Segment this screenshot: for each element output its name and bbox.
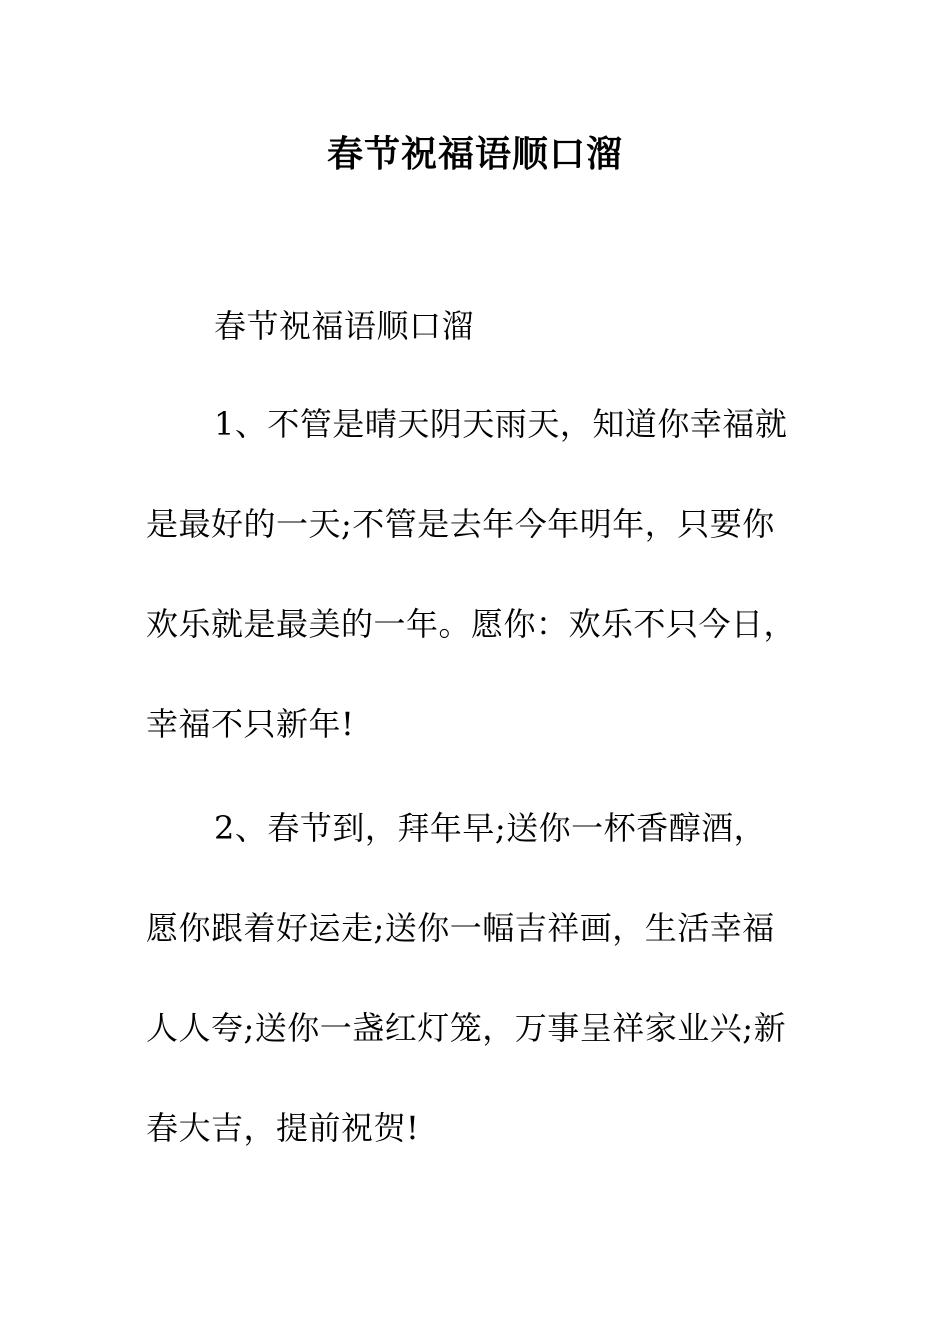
document-subtitle: 春节祝福语顺口溜 <box>214 307 475 345</box>
document-title: 春节祝福语顺口溜 <box>326 133 623 175</box>
paragraph-2: 2、春节到，拜年早;送你一杯香醇酒，愿你跟着好运走;送你一幅吉祥画，生活幸福人人夸;送你一盏红灯笼，万事呈祥家业兴;新春大吉，提前祝贺! <box>146 809 787 1147</box>
paragraph-1: 1、不管是晴天阴天雨天，知道你幸福就是最好的一天;不管是去年今年明年，只要你欢乐就是最美的一年。愿你：欢乐不只今日，幸福不只新年! <box>146 405 797 743</box>
